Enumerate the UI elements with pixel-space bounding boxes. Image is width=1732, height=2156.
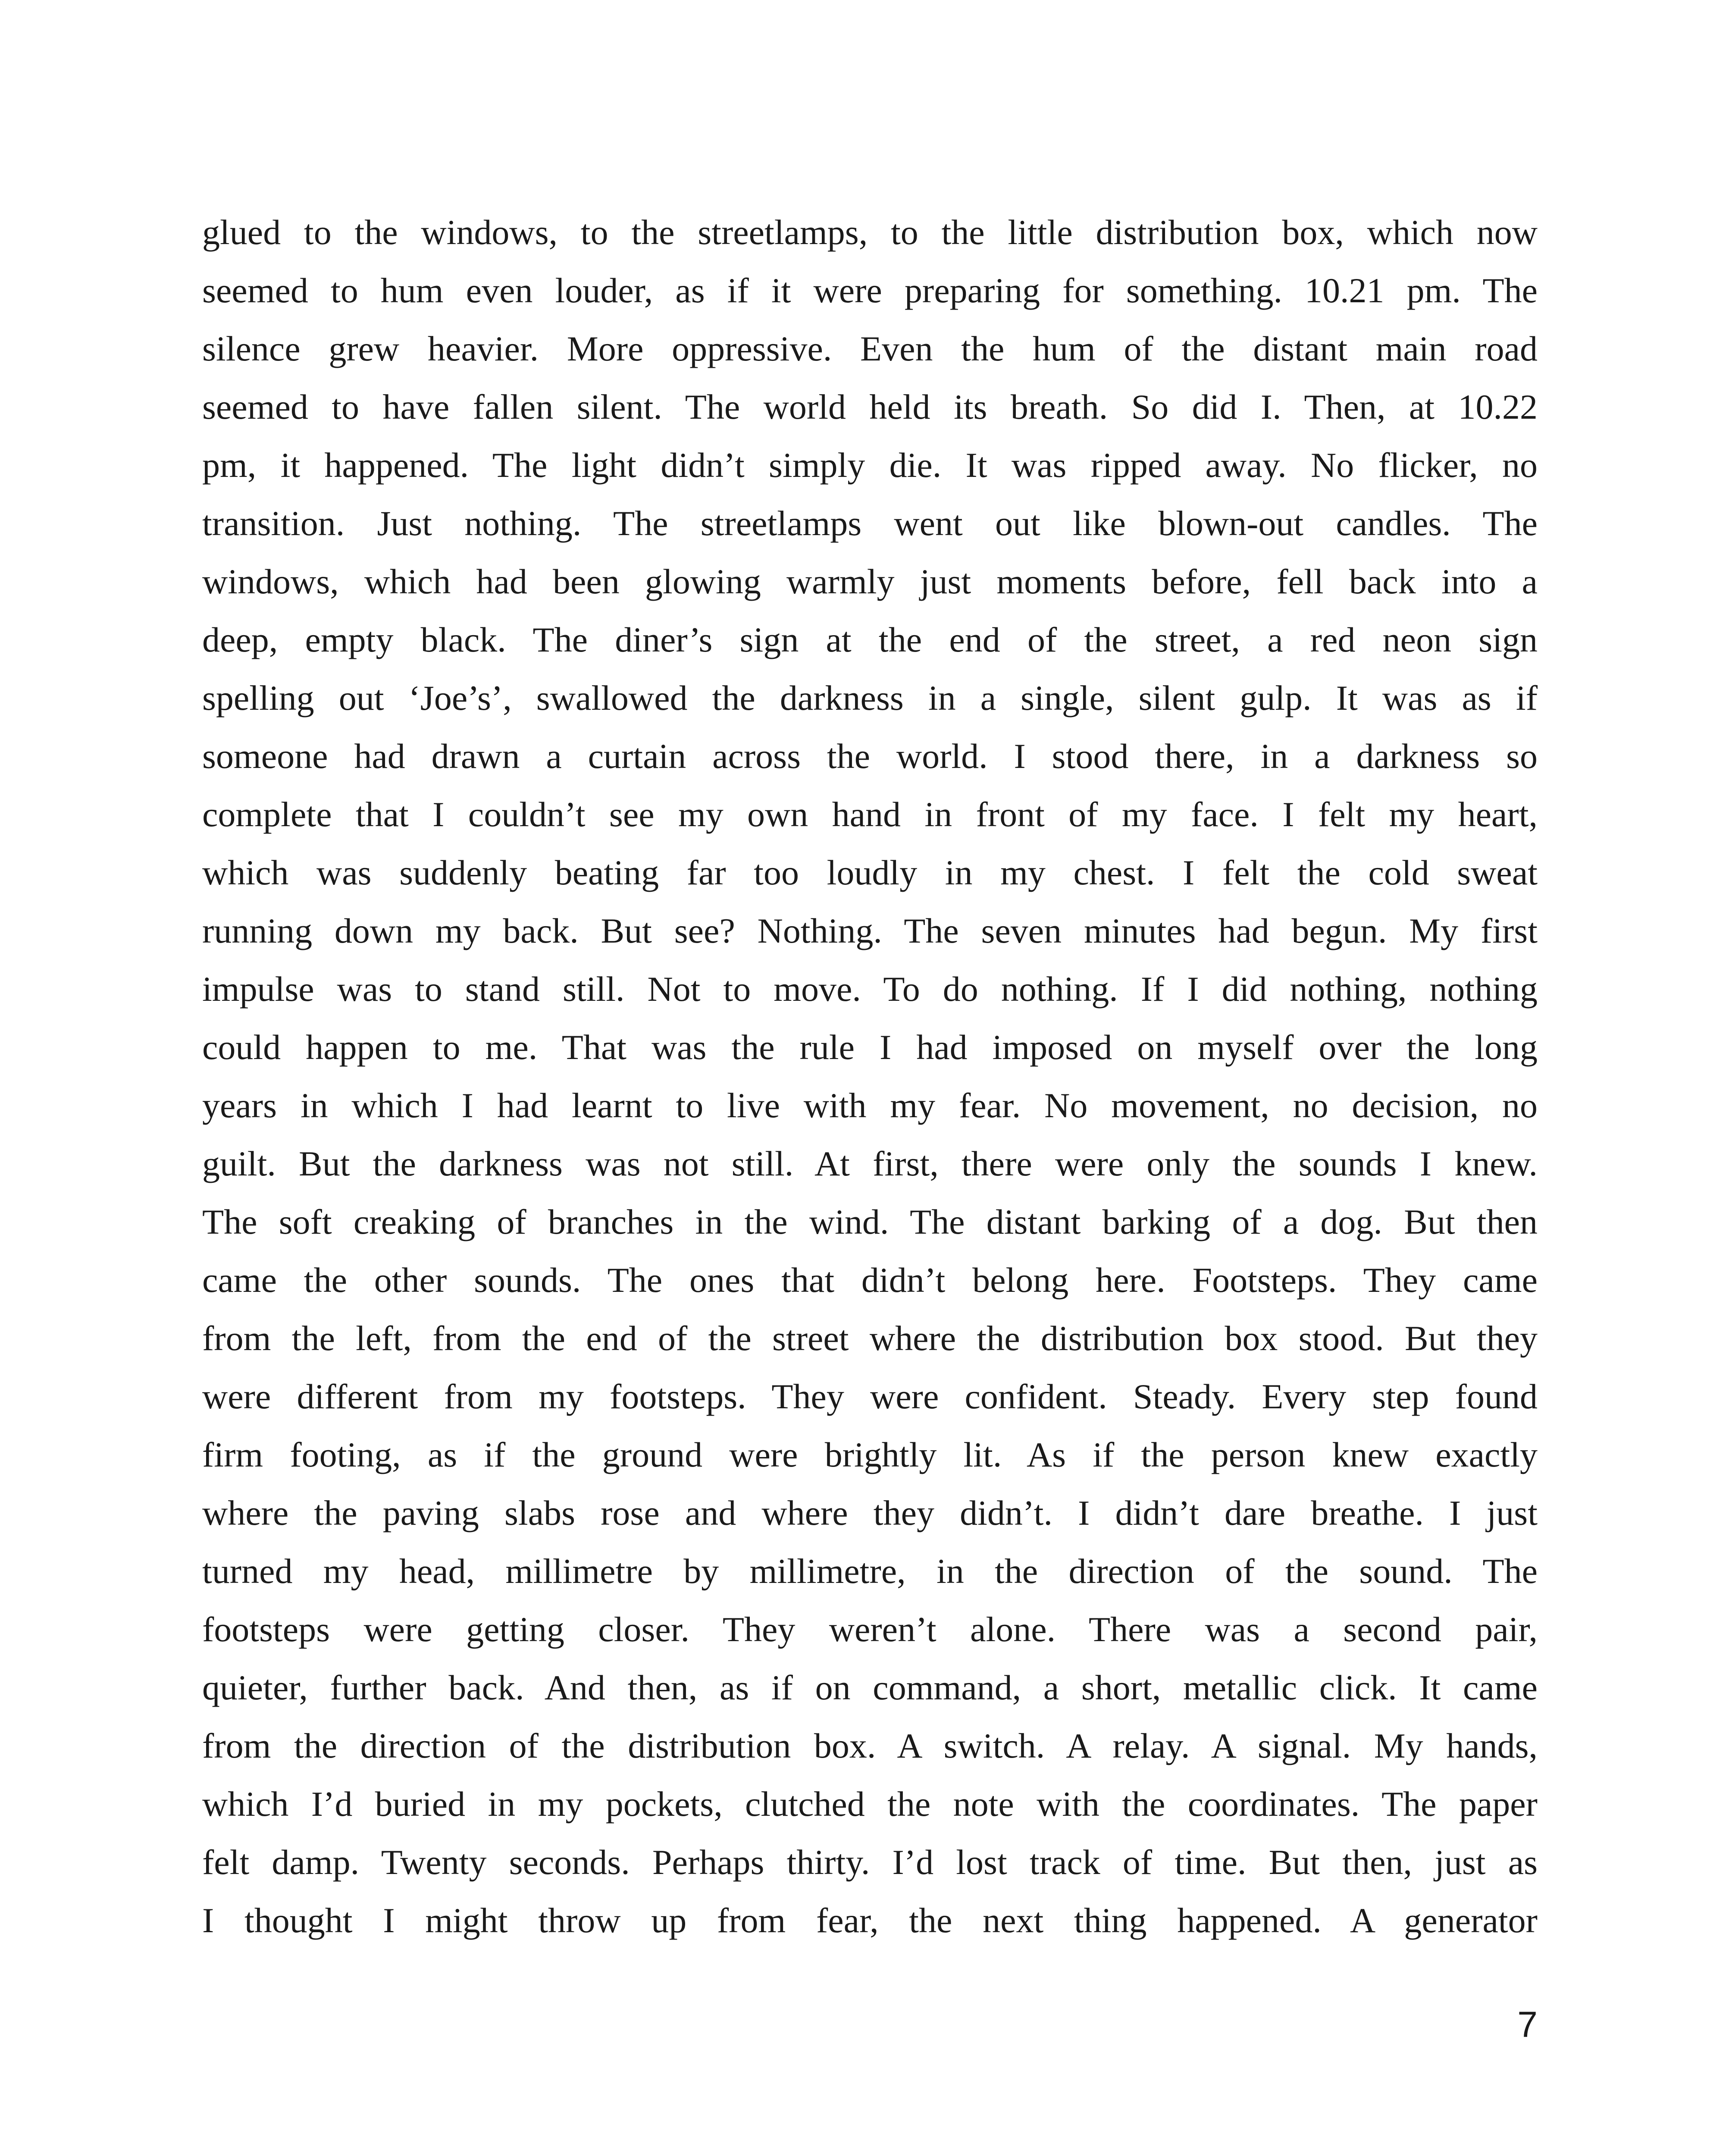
page-number: 7: [1517, 2004, 1538, 2045]
text-line: from the direction of the distribution box. A switch. A relay. A signal. My hands,: [202, 1726, 1538, 1765]
text-line: could happen to me. That was the rule I had imposed on myself over the long: [202, 1028, 1538, 1067]
text-line: glued to the windows, to the streetlamps, to the little distribution box, which now: [202, 213, 1538, 252]
text-line: I thought I might throw up from fear, the next thing happened. A generator: [202, 1901, 1538, 1940]
text-line: The soft creaking of branches in the wind. The distant barking of a dog. But then: [202, 1202, 1538, 1241]
text-line: spelling out ‘Joe’s’, swallowed the darkness in a single, silent gulp. It was as if: [202, 678, 1538, 718]
text-line: came the other sounds. The ones that didn’t belong here. Footsteps. They came: [202, 1260, 1538, 1300]
text-line: from the left, from the end of the street where the distribution box stood. But they: [202, 1319, 1538, 1358]
text-line: windows, which had been glowing warmly just moments before, fell back into a: [202, 562, 1538, 601]
text-line: footsteps were getting closer. They weren’t alone. There was a second pair,: [202, 1610, 1538, 1649]
text-line: quieter, further back. And then, as if on command, a short, metallic click. It came: [202, 1668, 1538, 1707]
text-line: were different from my footsteps. They were confident. Steady. Every step found: [202, 1377, 1538, 1416]
text-line: seemed to have fallen silent. The world held its breath. So did I. Then, at 10.22: [202, 387, 1538, 426]
text-line: someone had drawn a curtain across the world. I stood there, in a darkness so: [202, 736, 1538, 776]
text-line: complete that I couldn’t see my own hand in front of my face. I felt my heart,: [202, 795, 1538, 834]
text-line: guilt. But the darkness was not still. At first, there were only the sounds I knew.: [202, 1144, 1538, 1183]
text-line: impulse was to stand still. Not to move. To do nothing. If I did nothing, nothing: [202, 969, 1538, 1009]
text-line: turned my head, millimetre by millimetre, in the direction of the sound. The: [202, 1551, 1538, 1591]
text-line: pm, it happened. The light didn’t simply die. It was ripped away. No flicker, no: [202, 445, 1538, 485]
text-line: running down my back. But see? Nothing. The seven minutes had begun. My first: [202, 911, 1538, 950]
text-line: which was suddenly beating far too loudly in my chest. I felt the cold sweat: [202, 853, 1538, 892]
text-line: seemed to hum even louder, as if it were preparing for something. 10.21 pm. The: [202, 271, 1538, 310]
text-line: years in which I had learnt to live with my fear. No movement, no decision, no: [202, 1086, 1538, 1125]
text-line: firm footing, as if the ground were brightly lit. As if the person knew exactly: [202, 1435, 1538, 1474]
body-text: [202, 203, 1538, 1949]
text-line: silence grew heavier. More oppressive. Even the hum of the distant main road: [202, 329, 1538, 368]
text-line: which I’d buried in my pockets, clutched the note with the coordinates. The paper: [202, 1784, 1538, 1824]
text-line: felt damp. Twenty seconds. Perhaps thirty. I’d lost track of time. But then, just as: [202, 1843, 1538, 1882]
text-line: deep, empty black. The diner’s sign at the end of the street, a red neon sign: [202, 620, 1538, 659]
text-line: where the paving slabs rose and where they didn’t. I didn’t dare breathe. I just: [202, 1493, 1538, 1532]
text-line: transition. Just nothing. The streetlamps went out like blown-out candles. The: [202, 504, 1538, 543]
